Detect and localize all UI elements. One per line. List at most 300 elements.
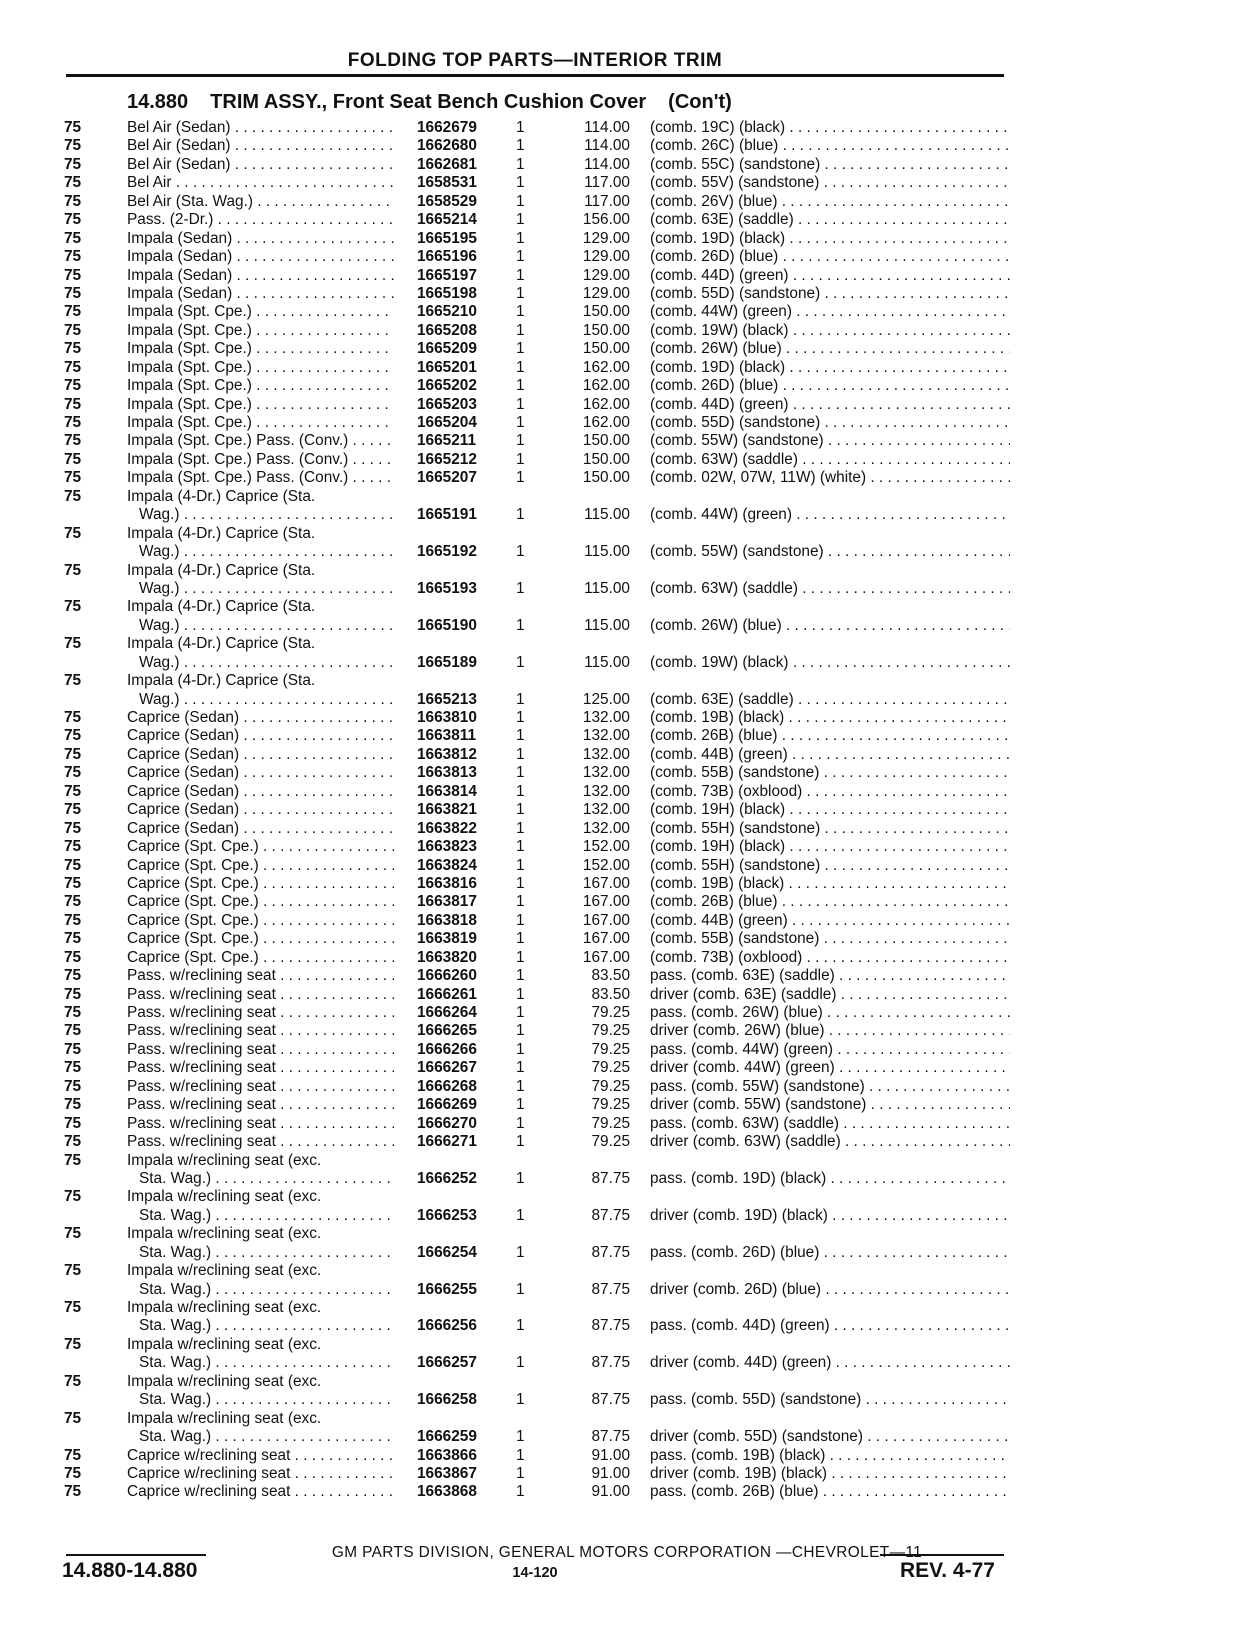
model-description: Impala (Spt. Cpe.) . . . bbox=[127, 377, 394, 395]
table-row bbox=[0, 1133, 1254, 1151]
table-row bbox=[0, 1059, 1254, 1077]
model-description: Wag.) . . . bbox=[139, 543, 394, 561]
table-row bbox=[0, 469, 1254, 487]
part-number: 1663867 bbox=[417, 1464, 477, 1482]
trim-combination: (comb. 44W) (green) . . . bbox=[650, 506, 1010, 524]
trim-combination: (comb. 26W) (blue) . . . bbox=[650, 617, 1010, 635]
trim-combination: driver (comb. 63E) (saddle) . . . bbox=[650, 986, 1010, 1004]
price: 129.00 bbox=[582, 229, 630, 247]
trim-combination: (comb. 44D) (green) . . . bbox=[650, 267, 1010, 285]
group-code: 75 bbox=[64, 1446, 82, 1464]
part-number: 1666260 bbox=[417, 967, 477, 985]
model-description: Pass. w/reclining seat . . . bbox=[127, 967, 394, 985]
model-description: Impala w/reclining seat (exc. bbox=[127, 1372, 322, 1390]
table-row bbox=[0, 986, 1254, 1004]
quantity: 1 bbox=[516, 340, 525, 358]
group-code: 75 bbox=[64, 672, 82, 690]
trim-combination: (comb. 55B) (sandstone) . . . bbox=[650, 764, 1010, 782]
revision-label: REV. 4-77 bbox=[900, 1559, 995, 1582]
table-row bbox=[0, 1465, 1254, 1483]
group-code: 75 bbox=[64, 469, 82, 487]
part-number: 1666269 bbox=[417, 1096, 477, 1114]
trim-combination: pass. (comb. 44D) (green) . . . bbox=[650, 1317, 1010, 1335]
trim-combination: (comb. 73B) (oxblood) . . . bbox=[650, 949, 1010, 967]
part-number: 1666255 bbox=[417, 1280, 477, 1298]
price: 87.75 bbox=[591, 1206, 630, 1224]
trim-combination: (comb. 55D) (sandstone) . . . bbox=[650, 414, 1010, 432]
quantity: 1 bbox=[516, 1391, 525, 1409]
part-number: 1666271 bbox=[417, 1133, 477, 1151]
model-description: Sta. Wag.) . . . bbox=[139, 1281, 394, 1299]
trim-combination: (comb. 55C) (sandstone) . . . bbox=[650, 156, 1010, 174]
part-number: 1658529 bbox=[417, 192, 477, 210]
table-row bbox=[0, 857, 1254, 875]
trim-combination: (comb. 19B) (black) . . . bbox=[650, 875, 1010, 893]
quantity: 1 bbox=[516, 543, 525, 561]
table-row bbox=[0, 1152, 1254, 1170]
quantity: 1 bbox=[516, 1464, 525, 1482]
trim-combination: (comb. 26V) (blue) . . . bbox=[650, 193, 1010, 211]
trim-combination: (comb. 44B) (green) . . . bbox=[650, 912, 1010, 930]
price: 132.00 bbox=[582, 782, 630, 800]
quantity: 1 bbox=[516, 1317, 525, 1335]
table-row bbox=[0, 359, 1254, 377]
model-description: Caprice (Spt. Cpe.) . . . bbox=[127, 912, 394, 930]
price: 150.00 bbox=[582, 303, 630, 321]
quantity: 1 bbox=[516, 1428, 525, 1446]
table-row bbox=[0, 119, 1254, 137]
table-row bbox=[0, 174, 1254, 192]
table-row bbox=[0, 912, 1254, 930]
model-description: Pass. w/reclining seat . . . bbox=[127, 1096, 394, 1114]
group-code: 75 bbox=[64, 985, 82, 1003]
trim-combination: (comb. 55H) (sandstone) . . . bbox=[650, 820, 1010, 838]
quantity: 1 bbox=[516, 432, 525, 450]
quantity: 1 bbox=[516, 119, 525, 136]
group-code: 75 bbox=[64, 1004, 82, 1021]
price: 115.00 bbox=[584, 543, 630, 561]
group-code: 75 bbox=[64, 303, 82, 321]
part-number: 1665210 bbox=[417, 303, 477, 321]
price: 79.25 bbox=[591, 1022, 630, 1040]
quantity: 1 bbox=[516, 745, 525, 763]
part-number: 1666257 bbox=[417, 1354, 477, 1372]
price: 129.00 bbox=[582, 248, 630, 266]
table-row bbox=[0, 303, 1254, 321]
table-row bbox=[0, 1022, 1254, 1040]
quantity: 1 bbox=[516, 967, 525, 985]
model-description: Wag.) . . . bbox=[139, 654, 394, 672]
quantity: 1 bbox=[516, 1243, 525, 1261]
trim-combination: (comb. 19W) (black) . . . bbox=[650, 654, 1010, 672]
group-code: 75 bbox=[64, 1133, 82, 1151]
trim-combination: pass. (comb. 63E) (saddle) . . . bbox=[650, 967, 1010, 985]
table-row bbox=[0, 1317, 1254, 1335]
table-row bbox=[0, 506, 1254, 524]
part-number: 1663820 bbox=[417, 948, 477, 966]
model-description: Impala (4-Dr.) Caprice (Sta. bbox=[127, 672, 316, 690]
group-code: 75 bbox=[64, 1096, 82, 1114]
quantity: 1 bbox=[516, 1040, 525, 1058]
price: 87.75 bbox=[591, 1280, 630, 1298]
model-description: Impala (4-Dr.) Caprice (Sta. bbox=[127, 524, 316, 542]
header-rule bbox=[66, 74, 1004, 77]
table-row bbox=[0, 1391, 1254, 1409]
group-code: 75 bbox=[64, 229, 82, 247]
group-code: 75 bbox=[64, 1151, 82, 1169]
quantity: 1 bbox=[516, 358, 525, 376]
part-number: 1666266 bbox=[417, 1040, 477, 1058]
model-description: Impala (Spt. Cpe.) Pass. (Conv.) . . . bbox=[127, 469, 394, 487]
trim-combination: pass. (comb. 55D) (sandstone) . . . bbox=[650, 1391, 1010, 1409]
group-code: 75 bbox=[64, 119, 82, 136]
group-code: 75 bbox=[64, 819, 82, 837]
price: 152.00 bbox=[582, 838, 630, 856]
price: 150.00 bbox=[582, 450, 630, 468]
group-code: 75 bbox=[64, 561, 82, 579]
trim-combination: driver (comb. 44W) (green) . . . bbox=[650, 1059, 1010, 1077]
part-number: 1663813 bbox=[417, 764, 477, 782]
trim-combination: (comb. 63E) (saddle) . . . bbox=[650, 211, 1010, 229]
footer-section-range: 14.880-14.880 bbox=[62, 1559, 198, 1582]
price: 114.00 bbox=[584, 119, 630, 136]
part-number: 1662681 bbox=[417, 155, 477, 173]
trim-combination: pass. (comb. 44W) (green) . . . bbox=[650, 1041, 1010, 1059]
model-description: Impala w/reclining seat (exc. bbox=[127, 1335, 322, 1353]
price: 79.25 bbox=[591, 1096, 630, 1114]
model-description: Caprice w/reclining seat . . . bbox=[127, 1483, 394, 1501]
table-row bbox=[0, 377, 1254, 395]
trim-combination: (comb. 19C) (black) . . . bbox=[650, 119, 1010, 137]
table-row bbox=[0, 654, 1254, 672]
trim-combination: (comb. 55B) (sandstone) . . . bbox=[650, 930, 1010, 948]
group-code: 75 bbox=[64, 709, 82, 726]
table-row bbox=[0, 746, 1254, 764]
price: 132.00 bbox=[582, 801, 630, 819]
quantity: 1 bbox=[516, 1077, 525, 1095]
table-row bbox=[0, 1041, 1254, 1059]
group-code: 75 bbox=[64, 1114, 82, 1132]
trim-combination: (comb. 73B) (oxblood) . . . bbox=[650, 783, 1010, 801]
part-number: 1665195 bbox=[417, 229, 477, 247]
price: 91.00 bbox=[591, 1446, 630, 1464]
quantity: 1 bbox=[516, 579, 525, 597]
model-description: Sta. Wag.) . . . bbox=[139, 1170, 394, 1188]
table-row bbox=[0, 396, 1254, 414]
group-code: 75 bbox=[64, 911, 82, 929]
trim-combination: pass. (comb. 55W) (sandstone) . . . bbox=[650, 1078, 1010, 1096]
trim-combination: (comb. 26W) (blue) . . . bbox=[650, 340, 1010, 358]
table-row bbox=[0, 1078, 1254, 1096]
part-number: 1665204 bbox=[417, 414, 477, 431]
trim-combination: (comb. 55W) (sandstone) . . . bbox=[650, 432, 1010, 450]
model-description: Caprice (Spt. Cpe.) . . . bbox=[127, 838, 394, 856]
price: 150.00 bbox=[582, 321, 630, 339]
trim-combination: (comb. 26B) (blue) . . . bbox=[650, 727, 1010, 745]
quantity: 1 bbox=[516, 395, 525, 413]
price: 167.00 bbox=[582, 948, 630, 966]
group-code: 75 bbox=[64, 321, 82, 339]
model-description: Impala w/reclining seat (exc. bbox=[127, 1409, 322, 1427]
part-number: 1663819 bbox=[417, 930, 477, 948]
part-number: 1665190 bbox=[417, 616, 477, 634]
part-number: 1663823 bbox=[417, 838, 477, 856]
quantity: 1 bbox=[516, 377, 525, 395]
table-row bbox=[0, 230, 1254, 248]
table-row bbox=[0, 801, 1254, 819]
quantity: 1 bbox=[516, 727, 525, 745]
table-row bbox=[0, 1115, 1254, 1133]
group-code: 75 bbox=[64, 1077, 82, 1095]
quantity: 1 bbox=[516, 1114, 525, 1132]
trim-combination: (comb. 55V) (sandstone) . . . bbox=[650, 174, 1010, 192]
quantity: 1 bbox=[516, 856, 525, 874]
trim-combination: (comb. 19B) (black) . . . bbox=[650, 709, 1010, 727]
group-code: 75 bbox=[64, 745, 82, 763]
model-description: Impala (Spt. Cpe.) . . . bbox=[127, 303, 394, 321]
trim-combination: (comb. 19H) (black) . . . bbox=[650, 838, 1010, 856]
part-number: 1663821 bbox=[417, 801, 477, 819]
trim-combination: (comb. 63E) (saddle) . . . bbox=[650, 691, 1010, 709]
model-description: Impala (Spt. Cpe.) Pass. (Conv.) . . . bbox=[127, 451, 394, 469]
table-row bbox=[0, 820, 1254, 838]
table-row bbox=[0, 893, 1254, 911]
model-description: Wag.) . . . bbox=[139, 506, 394, 524]
table-row bbox=[0, 1299, 1254, 1317]
model-description: Impala (Sedan) . . . bbox=[127, 285, 394, 303]
parts-table bbox=[0, 119, 1254, 1502]
table-row bbox=[0, 525, 1254, 543]
quantity: 1 bbox=[516, 874, 525, 892]
part-number: 1665212 bbox=[417, 450, 477, 468]
model-description: Impala (4-Dr.) Caprice (Sta. bbox=[127, 598, 316, 616]
price: 132.00 bbox=[582, 819, 630, 837]
table-row bbox=[0, 727, 1254, 745]
model-description: Impala (Spt. Cpe.) . . . bbox=[127, 414, 394, 432]
table-row bbox=[0, 635, 1254, 653]
footer-rule-right bbox=[880, 1554, 1004, 1556]
part-number: 1666261 bbox=[417, 985, 477, 1003]
trim-combination: (comb. 44W) (green) . . . bbox=[650, 303, 1010, 321]
trim-combination: (comb. 55W) (sandstone) . . . bbox=[650, 543, 1010, 561]
price: 91.00 bbox=[591, 1483, 630, 1501]
section-name: TRIM ASSY., Front Seat Bench Cushion Cover bbox=[210, 91, 647, 113]
model-description: Caprice w/reclining seat . . . bbox=[127, 1465, 394, 1483]
quantity: 1 bbox=[516, 1022, 525, 1040]
group-code: 75 bbox=[64, 487, 82, 505]
model-description: Pass. w/reclining seat . . . bbox=[127, 986, 394, 1004]
trim-combination: (comb. 19W) (black) . . . bbox=[650, 322, 1010, 340]
part-number: 1665196 bbox=[417, 248, 477, 266]
quantity: 1 bbox=[516, 211, 525, 229]
part-number: 1665197 bbox=[417, 266, 477, 284]
model-description: Sta. Wag.) . . . bbox=[139, 1354, 394, 1372]
price: 125.00 bbox=[582, 690, 630, 708]
group-code: 75 bbox=[64, 838, 82, 856]
table-row bbox=[0, 285, 1254, 303]
trim-combination: pass. (comb. 26W) (blue) . . . bbox=[650, 1004, 1010, 1022]
quantity: 1 bbox=[516, 709, 525, 726]
model-description: Caprice (Sedan) . . . bbox=[127, 746, 394, 764]
price: 132.00 bbox=[582, 727, 630, 745]
quantity: 1 bbox=[516, 469, 525, 487]
price: 167.00 bbox=[582, 893, 630, 911]
price: 150.00 bbox=[582, 432, 630, 450]
trim-combination: (comb. 26C) (blue) . . . bbox=[650, 137, 1010, 155]
table-row bbox=[0, 322, 1254, 340]
trim-combination: pass. (comb. 19D) (black) . . . bbox=[650, 1170, 1010, 1188]
table-row bbox=[0, 248, 1254, 266]
trim-combination: (comb. 55H) (sandstone) . . . bbox=[650, 857, 1010, 875]
trim-combination: (comb. 26D) (blue) . . . bbox=[650, 377, 1010, 395]
table-row bbox=[0, 838, 1254, 856]
quantity: 1 bbox=[516, 284, 525, 302]
table-row bbox=[0, 1225, 1254, 1243]
model-description: Impala (4-Dr.) Caprice (Sta. bbox=[127, 487, 316, 505]
price: 162.00 bbox=[582, 395, 630, 413]
price: 167.00 bbox=[582, 874, 630, 892]
page-number: 14-120 bbox=[512, 1565, 558, 1581]
part-number: 1663814 bbox=[417, 782, 477, 800]
price: 87.75 bbox=[591, 1391, 630, 1409]
table-row bbox=[0, 1483, 1254, 1501]
quantity: 1 bbox=[516, 1280, 525, 1298]
group-code: 75 bbox=[64, 358, 82, 376]
table-row bbox=[0, 156, 1254, 174]
table-row bbox=[0, 543, 1254, 561]
price: 91.00 bbox=[591, 1464, 630, 1482]
price: 167.00 bbox=[582, 930, 630, 948]
group-code: 75 bbox=[64, 764, 82, 782]
part-number: 1665201 bbox=[417, 358, 477, 376]
model-description: Pass. w/reclining seat . . . bbox=[127, 1059, 394, 1077]
part-number: 1663811 bbox=[417, 727, 477, 745]
part-number: 1665198 bbox=[417, 284, 477, 302]
price: 117.00 bbox=[584, 192, 630, 210]
table-row bbox=[0, 1336, 1254, 1354]
part-number: 1665214 bbox=[417, 211, 477, 229]
model-description: Caprice (Spt. Cpe.) . . . bbox=[127, 893, 394, 911]
part-number: 1665192 bbox=[417, 543, 477, 561]
table-row bbox=[0, 211, 1254, 229]
model-description: Impala (4-Dr.) Caprice (Sta. bbox=[127, 635, 316, 653]
model-description: Impala (Spt. Cpe.) . . . bbox=[127, 322, 394, 340]
price: 132.00 bbox=[582, 745, 630, 763]
model-description: Wag.) . . . bbox=[139, 580, 394, 598]
price: 87.75 bbox=[591, 1243, 630, 1261]
price: 114.00 bbox=[584, 155, 630, 173]
model-description: Impala w/reclining seat (exc. bbox=[127, 1299, 322, 1316]
part-number: 1666264 bbox=[417, 1004, 477, 1021]
trim-combination: (comb. 55D) (sandstone) . . . bbox=[650, 285, 1010, 303]
group-code: 75 bbox=[64, 856, 82, 874]
quantity: 1 bbox=[516, 1133, 525, 1151]
price: 162.00 bbox=[582, 377, 630, 395]
quantity: 1 bbox=[516, 838, 525, 856]
price: 132.00 bbox=[582, 764, 630, 782]
table-row bbox=[0, 1281, 1254, 1299]
quantity: 1 bbox=[516, 690, 525, 708]
group-code: 75 bbox=[64, 1483, 82, 1501]
quantity: 1 bbox=[516, 801, 525, 819]
quantity: 1 bbox=[516, 321, 525, 339]
model-description: Impala w/reclining seat (exc. bbox=[127, 1262, 322, 1280]
part-number: 1666258 bbox=[417, 1391, 477, 1409]
trim-combination: pass. (comb. 26D) (blue) . . . bbox=[650, 1244, 1010, 1262]
model-description: Caprice (Spt. Cpe.) . . . bbox=[127, 875, 394, 893]
quantity: 1 bbox=[516, 1059, 525, 1077]
quantity: 1 bbox=[516, 653, 525, 671]
price: 79.25 bbox=[591, 1040, 630, 1058]
part-number: 1663816 bbox=[417, 874, 477, 892]
model-description: Wag.) . . . bbox=[139, 691, 394, 709]
model-description: Sta. Wag.) . . . bbox=[139, 1207, 394, 1225]
table-row bbox=[0, 617, 1254, 635]
quantity: 1 bbox=[516, 414, 525, 431]
table-row bbox=[0, 1004, 1254, 1022]
quantity: 1 bbox=[516, 1446, 525, 1464]
price: 79.25 bbox=[591, 1059, 630, 1077]
table-row bbox=[0, 598, 1254, 616]
model-description: Caprice (Sedan) . . . bbox=[127, 727, 394, 745]
part-number: 1665207 bbox=[417, 469, 477, 487]
group-code: 75 bbox=[64, 1299, 82, 1316]
quantity: 1 bbox=[516, 174, 525, 192]
price: 87.75 bbox=[591, 1169, 630, 1187]
quantity: 1 bbox=[516, 1354, 525, 1372]
trim-combination: (comb. 19H) (black) . . . bbox=[650, 801, 1010, 819]
model-description: Sta. Wag.) . . . bbox=[139, 1317, 394, 1335]
quantity: 1 bbox=[516, 192, 525, 210]
price: 150.00 bbox=[582, 469, 630, 487]
group-code: 75 bbox=[64, 340, 82, 358]
part-number: 1666259 bbox=[417, 1428, 477, 1446]
part-number: 1663866 bbox=[417, 1446, 477, 1464]
group-code: 75 bbox=[64, 377, 82, 395]
table-row bbox=[0, 949, 1254, 967]
trim-combination: pass. (comb. 63W) (saddle) . . . bbox=[650, 1115, 1010, 1133]
table-row bbox=[0, 783, 1254, 801]
trim-combination: driver (comb. 55D) (sandstone) . . . bbox=[650, 1428, 1010, 1446]
trim-combination: (comb. 44B) (green) . . . bbox=[650, 746, 1010, 764]
price: 150.00 bbox=[582, 340, 630, 358]
model-description: Bel Air (Sedan) . . . bbox=[127, 119, 394, 137]
quantity: 1 bbox=[516, 893, 525, 911]
part-number: 1665202 bbox=[417, 377, 477, 395]
price: 79.25 bbox=[591, 1114, 630, 1132]
part-number: 1666267 bbox=[417, 1059, 477, 1077]
group-code: 75 bbox=[64, 1409, 82, 1427]
model-description: Caprice (Spt. Cpe.) . . . bbox=[127, 857, 394, 875]
table-row bbox=[0, 267, 1254, 285]
model-description: Bel Air (Sedan) . . . bbox=[127, 137, 394, 155]
group-code: 75 bbox=[64, 248, 82, 266]
part-number: 1663824 bbox=[417, 856, 477, 874]
part-number: 1666254 bbox=[417, 1243, 477, 1261]
table-row bbox=[0, 1188, 1254, 1206]
group-code: 75 bbox=[64, 1262, 82, 1280]
section-suffix: (Con't) bbox=[668, 91, 732, 113]
group-code: 75 bbox=[64, 727, 82, 745]
trim-combination: pass. (comb. 26B) (blue) . . . bbox=[650, 1483, 1010, 1501]
part-number: 1665189 bbox=[417, 653, 477, 671]
group-code: 75 bbox=[64, 1335, 82, 1353]
group-code: 75 bbox=[64, 211, 82, 229]
model-description: Impala (Sedan) . . . bbox=[127, 248, 394, 266]
group-code: 75 bbox=[64, 524, 82, 542]
model-description: Pass. w/reclining seat . . . bbox=[127, 1022, 394, 1040]
part-number: 1666265 bbox=[417, 1022, 477, 1040]
